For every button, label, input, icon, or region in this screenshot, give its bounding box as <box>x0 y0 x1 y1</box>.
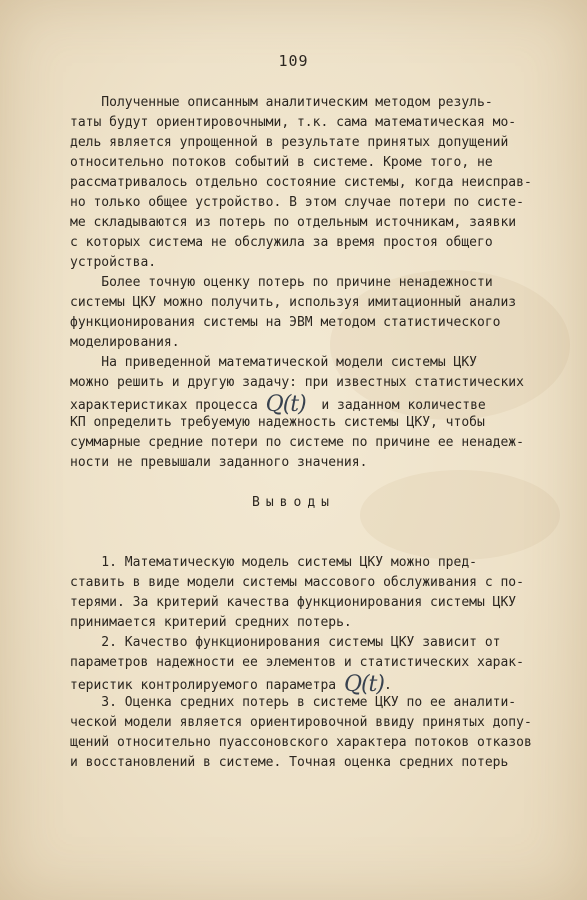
paragraph-line: КП определить требуемую надежность системы ЦКУ, чтобы <box>70 415 485 430</box>
handwritten-formula: Q(t) <box>343 672 384 697</box>
paragraph-line: функционирования системы на ЭВМ методом статистического <box>70 315 501 330</box>
conclusion-line: ставить в виде модели системы массового обслуживания с по- <box>70 575 524 590</box>
paragraph-line: относительно потоков событий в системе. Кроме того, не <box>70 155 493 170</box>
paragraph-line: Полученные описанным аналитическим методом резуль- <box>70 95 493 110</box>
paragraph-line-with-formula <box>70 392 550 417</box>
text-fragment: . <box>383 678 392 693</box>
paragraph-line: можно решить и другую задачу: при известных статистических <box>70 375 524 390</box>
paragraph-line: На приведенной математической модели системы ЦКУ <box>70 355 477 370</box>
paragraph-line: устройства. <box>70 255 157 270</box>
paragraph-line: ме складываются из потерь по отдельным источникам, заявки <box>70 215 517 230</box>
conclusion-line: параметров надежности ее элементов и статистических харак- <box>70 655 524 670</box>
paragraph-line: суммарные средние потери по системе по причине ее ненадеж- <box>70 435 524 450</box>
page-number: 109 <box>278 52 309 70</box>
paragraph-line: таты будут ориентировочными, т.к. сама математическая мо- <box>70 115 517 130</box>
conclusion-line: ческой модели является ориентировочной ввиду принятых допу- <box>70 715 532 730</box>
conclusion-line: 1. Математическую модель системы ЦКУ можно пред- <box>70 555 477 570</box>
conclusion-line: 2. Качество функционирования системы ЦКУ зависит от <box>70 635 501 650</box>
paragraph-line: дель является упрощенной в результате принятых допущений <box>70 135 509 150</box>
text-fragment: теристик контролируемого параметра <box>70 678 344 693</box>
paragraph-line: рассматривалось отдельно состояние системы, когда неисправ- <box>70 175 532 190</box>
paragraph-line: с которых система не обслужила за время простоя общего <box>70 235 493 250</box>
conclusion-line: терями. За критерий качества функционирования системы ЦКУ <box>70 595 517 610</box>
paragraph-line: системы ЦКУ можно получить, используя имитационный анализ <box>70 295 517 310</box>
conclusion-line: 3. Оценка средних потерь в системе ЦКУ по ее аналити- <box>70 695 517 710</box>
paragraph-line: но только общее устройство. В этом случае потери по систе- <box>70 195 524 210</box>
paragraph-line: моделирования. <box>70 335 180 350</box>
paragraph-line: Более точную оценку потерь по причине ненадежности <box>70 275 493 290</box>
conclusion-line: принимается критерий средних потерь. <box>70 615 352 630</box>
conclusion-line: и восстановлений в системе. Точная оценка средних потерь <box>70 755 509 770</box>
conclusion-line-with-formula <box>70 672 550 697</box>
paragraph-line: ности не превышали заданного значения. <box>70 455 368 470</box>
text-fragment: характеристиках процесса <box>70 398 266 413</box>
text-fragment: и заданном количестве <box>305 398 486 413</box>
paper-stain <box>360 470 560 560</box>
handwritten-formula: Q(t) <box>265 392 306 417</box>
conclusion-line: щений относительно пуассоновского характера потоков отказов <box>70 735 532 750</box>
section-heading: Выводы <box>252 495 335 510</box>
